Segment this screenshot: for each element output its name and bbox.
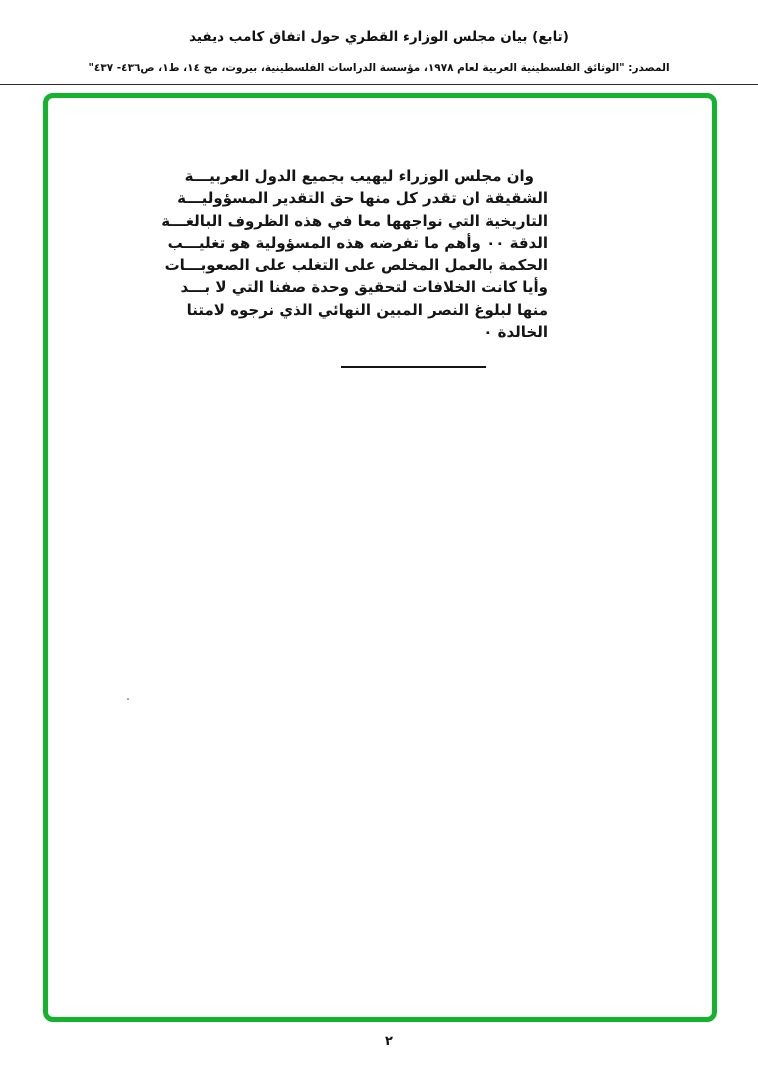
paragraph-line: الدقة ٠٠ وأهم ما تفرضه هذه المسؤولية هو تغليـــب (167, 233, 548, 252)
closing-divider (341, 366, 486, 368)
header-divider (0, 84, 758, 85)
document-title: (تابع) بيان مجلس الوزارء القطري حول اتفاق كامب ديفيد (189, 29, 569, 45)
paragraph-line: التاريخية التي نواجهها معا في هذه الظروف البالغـــة (161, 211, 548, 230)
paragraph-line: الحكمة بالعمل المخلص على التغلب على الصعوبـــات (164, 256, 548, 275)
paragraph-line: منها لبلوغ النصر المبين النهائي الذي نرجوه لامتنا (186, 300, 548, 319)
paragraph-line: وأيا كانت الخلافات لتحقيق وحدة صفنا التي لا بـــد (180, 278, 548, 297)
page-number: ٢ (385, 1034, 393, 1049)
paragraph-line: وان مجلس الوزراء ليهيب بجميع الدول العربيـــة (184, 167, 534, 185)
statement-paragraph (161, 165, 548, 343)
paragraph-line: الشقيقة ان تقدر كل منها حق التقدير المسؤوليـــة (177, 189, 548, 208)
scan-speck (127, 698, 129, 700)
paragraph-line: الخالدة ٠ (483, 323, 548, 342)
source-citation: المصدر: "الوثائق الفلسطينية العربية لعام ١٩٧٨، مؤسسة الدراسات الفلسطينية، بيروت، مج ١٤، ط١، ص٤٣٦- ٤٣٧" (88, 62, 670, 74)
